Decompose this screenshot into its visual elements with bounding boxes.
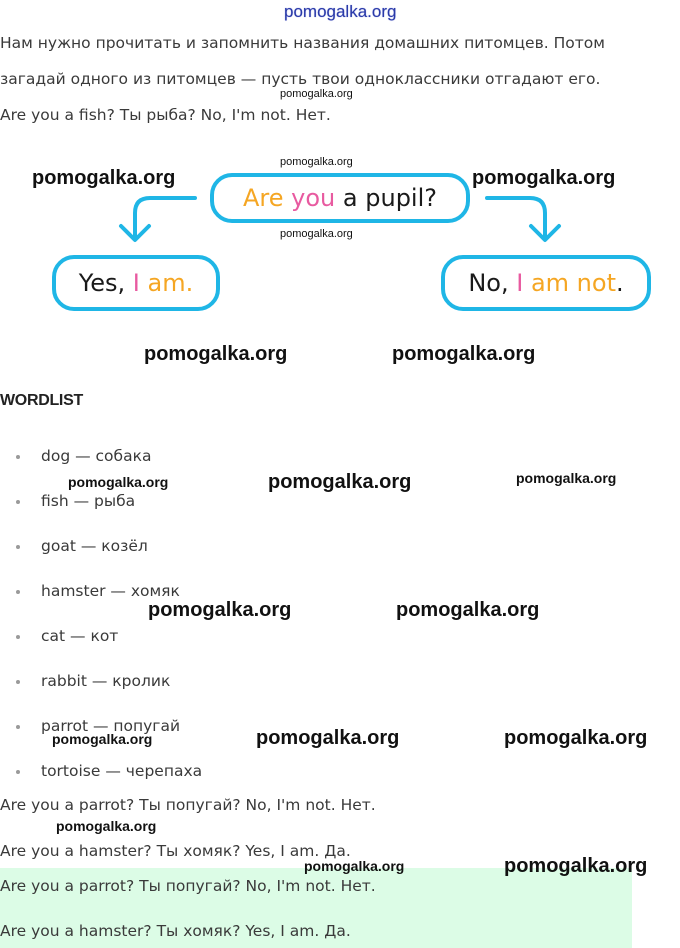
watermark: pomogalka.org: [284, 2, 397, 21]
list-item: [16, 537, 148, 555]
no-word-2: I: [516, 269, 524, 297]
list-item-text: fish — рыба: [41, 492, 136, 510]
yes-word-3: am.: [147, 269, 194, 297]
watermark: pomogalka.org: [32, 167, 176, 189]
watermark: pomogalka.org: [268, 471, 412, 493]
wordlist-heading: WORDLIST: [0, 392, 83, 409]
list-item-text: goat — козёл: [41, 537, 148, 555]
watermark: pomogalka.org: [256, 727, 400, 749]
no-word-3: am not: [530, 269, 616, 297]
watermark: pomogalka.org: [504, 855, 648, 877]
list-item-text: hamster — хомяк: [41, 582, 180, 600]
list-item: [16, 762, 202, 780]
no-word-1: No,: [468, 269, 509, 297]
watermark: pomogalka.org: [392, 343, 536, 365]
list-item: [16, 447, 151, 465]
list-item: [16, 672, 170, 690]
watermark: pomogalka.org: [68, 474, 169, 490]
bullet-icon: [16, 455, 20, 459]
watermark: pomogalka.org: [52, 731, 153, 747]
bullet-icon: [16, 725, 20, 729]
intro-example: Are you a fish? Ты рыба? No, I'm not. Нет.: [0, 106, 331, 124]
list-item: [16, 492, 135, 510]
question-word-1: Are: [242, 184, 284, 212]
intro-line-2: загадай одного из питомцев — пусть твои одноклассники отгадают его.: [0, 70, 601, 88]
no-bubble: [441, 255, 651, 311]
watermark: pomogalka.org: [280, 88, 353, 100]
answer-line-1: Are you a parrot? Ты попугай? No, I'm not. Нет.: [0, 877, 376, 895]
list-item-text: parrot — попугай: [41, 717, 181, 735]
dialogue-line-2: Are you a hamster? Ты хомяк? Yes, I am. Да.: [0, 842, 351, 860]
bullet-icon: [16, 500, 20, 504]
list-item-text: rabbit — кролик: [41, 672, 171, 690]
watermark: pomogalka.org: [280, 228, 353, 240]
answer-line-2: Are you a hamster? Ты хомяк? Yes, I am. Да.: [0, 922, 351, 940]
watermark: pomogalka.org: [472, 167, 616, 189]
no-word-4: .: [616, 269, 624, 297]
yes-bubble: [52, 255, 220, 311]
list-item-text: tortoise — черепаха: [41, 762, 203, 780]
watermark: pomogalka.org: [396, 599, 540, 621]
dialogue-line-1: Are you a parrot? Ты попугай? No, I'm not. Нет.: [0, 796, 376, 814]
bullet-icon: [16, 545, 20, 549]
watermark: pomogalka.org: [516, 470, 617, 486]
question-word-2: you: [291, 184, 336, 212]
yes-word-2: I: [132, 269, 140, 297]
bullet-icon: [16, 680, 20, 684]
question-bubble: [210, 173, 470, 223]
list-item: [16, 627, 118, 645]
watermark: pomogalka.org: [280, 156, 353, 168]
bullet-icon: [16, 770, 20, 774]
watermark: pomogalka.org: [56, 818, 157, 834]
yes-word-1: Yes,: [78, 269, 126, 297]
answer-box: [0, 868, 632, 948]
question-word-3: a pupil?: [342, 184, 437, 212]
watermark: pomogalka.org: [144, 343, 288, 365]
list-item-text: dog — собака: [41, 447, 152, 465]
bullet-icon: [16, 590, 20, 594]
bullet-icon: [16, 635, 20, 639]
intro-line-1: Нам нужно прочитать и запомнить названия домашних питомцев. Потом: [0, 34, 605, 52]
watermark: pomogalka.org: [148, 599, 292, 621]
list-item: [16, 582, 180, 600]
watermark: pomogalka.org: [304, 858, 405, 874]
watermark: pomogalka.org: [504, 727, 648, 749]
list-item-text: cat — кот: [41, 627, 119, 645]
